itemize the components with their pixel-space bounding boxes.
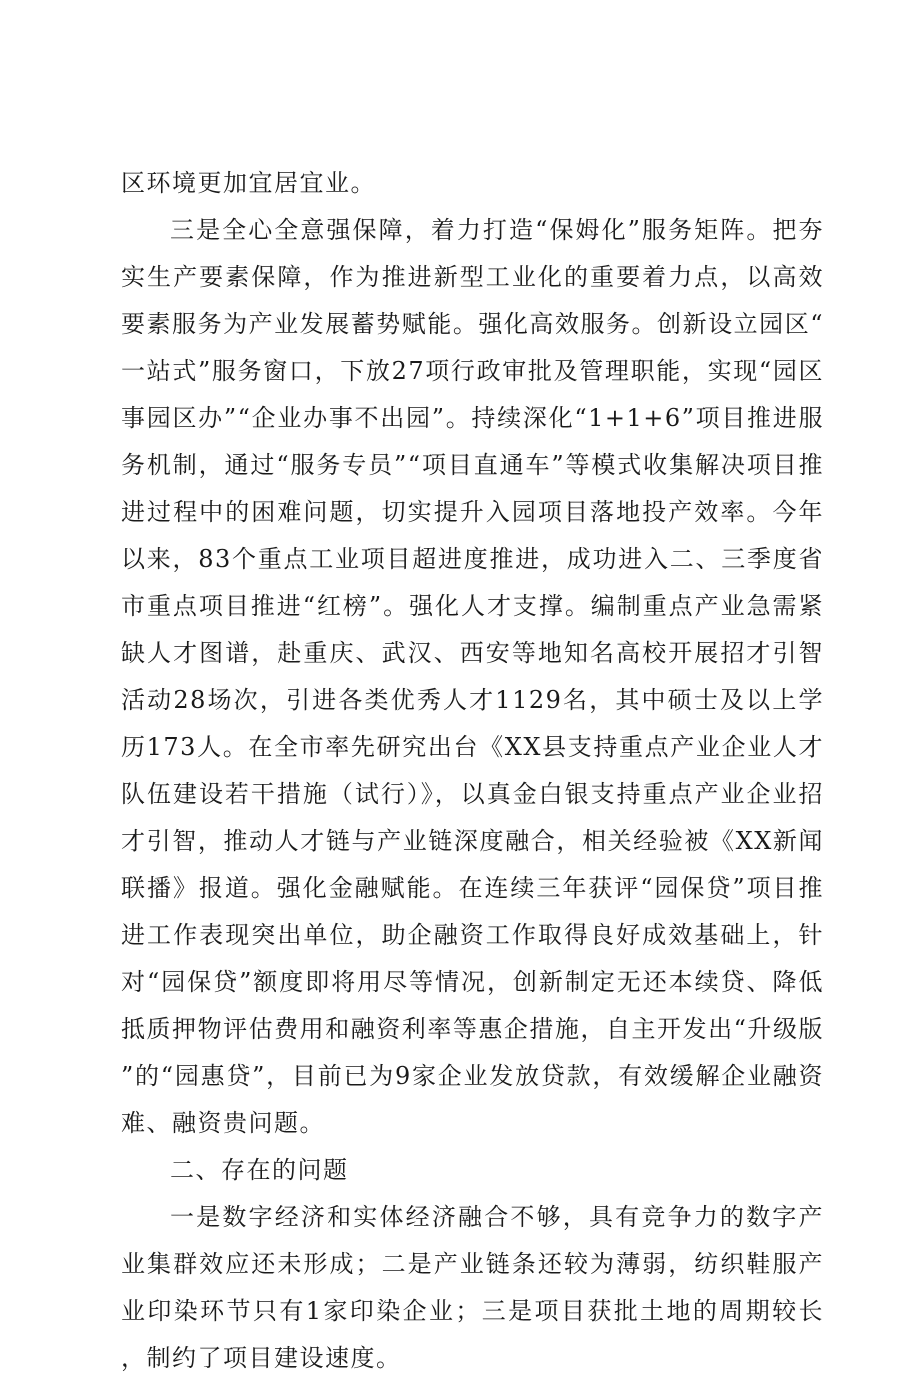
document-body	[121, 160, 824, 1382]
section-heading-problems: 二、存在的问题	[170, 1156, 349, 1184]
paragraph-continuation: 区环境更加宜居宜业。	[121, 169, 376, 197]
paragraph-problems: 一是数字经济和实体经济融合不够，具有竞争力的数字产业集群效应还未形成；二是产业链条还较为薄弱，纺织鞋服产业印染环节只有1家印染企业；三是项目获批土地的周期较长，制约了项目建设速度。	[121, 1203, 824, 1372]
paragraph-point-three: 三是全心全意强保障，着力打造“保姆化”服务矩阵。把夯实生产要素保障，作为推进新型工业化的重要着力点，以高效要素服务为产业发展蓄势赋能。强化高效服务。创新设立园区“一站式”服务窗口，下放27项行政审批及管理职能，实现“园区事园区办”“企业办事不出园”。持续深化“1+1+6”项目推进服务机制，通过“服务专员”“项目直通车”等模式收集解决项目推进过程中的困难问题，切实提升入园项目落地投产效率。今年以来，83个重点工业项目超进度推进，成功进入二、三季度省市重点项目推进“红榜”。强化人才支撑。编制重点产业急需紧缺人才图谱，赴重庆、武汉、西安等地知名高校开展招才引智活动28场次，引进各类优秀人才1129名，其中硕士及以上学历173人。在全市率先研究出台《XX县支持重点产业企业人才队伍建设若干措施（试行）》，以真金白银支持重点产业企业招才引智，推动人才链与产业链深度融合，相关经验被《XX新闻联播》报道。强化金融赋能。在连续三年获评“园保贷”项目推进工作表现突出单位，助企融资工作取得良好成效基础上，针对“园保贷”额度即将用尽等情况，创新制定无还本续贷、降低抵质押物评估费用和融资利率等惠企措施，自主开发出“升级版”的“园惠贷”，目前已为9家企业发放贷款，有效缓解企业融资难、融资贵问题。	[121, 216, 824, 1137]
